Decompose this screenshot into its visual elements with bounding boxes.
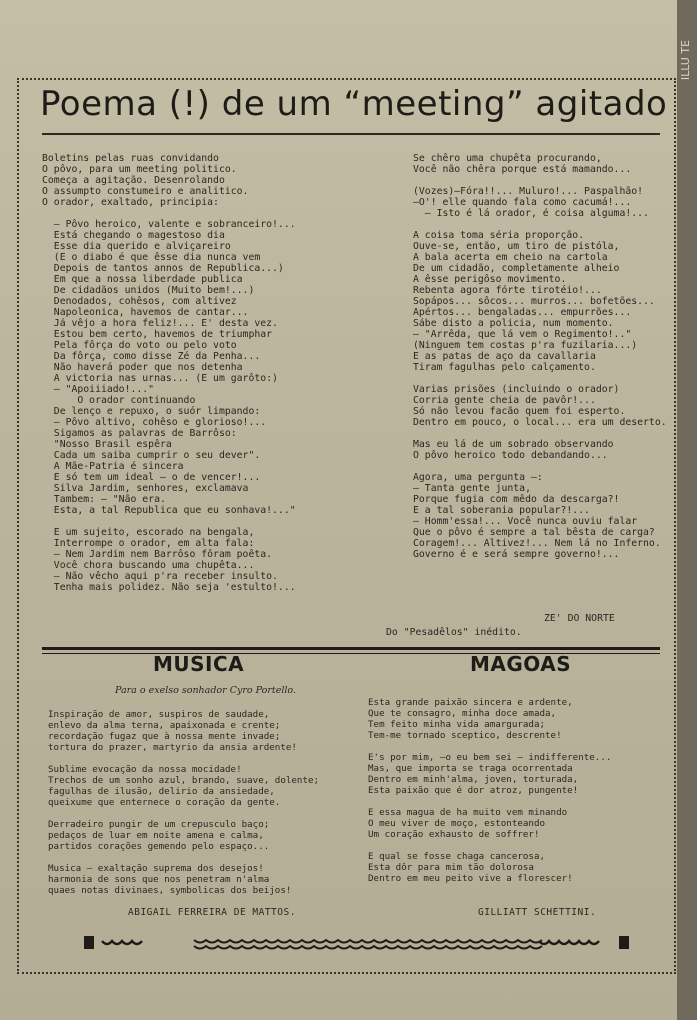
verse-line: Tem-me tornado sceptico, descrente! xyxy=(368,730,562,741)
poem-line: Você chora buscando uma chupêta... xyxy=(42,560,255,571)
poem-line: Você não chêra porque está mamando... xyxy=(413,164,632,175)
verse-line: E essa magua de ha muito vem minando xyxy=(368,807,568,818)
adjacent-page-edge xyxy=(677,0,697,1020)
poem-line xyxy=(413,219,663,230)
ornament-wave-left xyxy=(102,941,142,944)
poem-line xyxy=(413,461,663,472)
poem-line: Silva Jardim, senhores, exclamava xyxy=(42,483,249,494)
stanza-gap xyxy=(48,753,348,764)
verse-line: Sublime evocação da nossa mocidade! xyxy=(48,764,242,775)
poem-line: Esse dia querido e alviçareiro xyxy=(42,241,231,252)
verse-line: tortura do prazer, martyrio da ansia ardente! xyxy=(48,742,297,753)
poem-line: — Homm'essa!... Você nunca ouviu falar xyxy=(413,516,638,527)
magoas-author: GILLIATT SCHETTINI. xyxy=(478,907,597,918)
poem-line: Dentro em pouco, o local... era um deserto. xyxy=(413,417,667,428)
verse-line: Derradeiro pungir de um crepusculo baço; xyxy=(48,819,270,830)
poem-line xyxy=(42,208,377,219)
poem-line: Esta, a tal Republica que eu sonhava!..." xyxy=(42,505,296,516)
musica-author: ABIGAIL FERREIRA DE MATTOS. xyxy=(128,907,296,918)
musica-poem xyxy=(48,709,348,896)
poem-line: A coisa toma séria proporção. xyxy=(413,230,585,241)
verse-line: Esta dôr para mim tão dolorosa xyxy=(368,862,534,873)
poem-line: Sigamos as palavras de Barrôso: xyxy=(42,428,237,439)
decorative-ornament-rule xyxy=(84,936,629,950)
verse-line: quaes notas divinaes, symbolicas dos beijos! xyxy=(48,885,292,896)
poem-line: Depois de tantos annos de Republica...) xyxy=(42,263,284,274)
poem-line: E as patas de aço da cavallaria xyxy=(413,351,596,362)
verse-line: Trechos de um sonho azul, brando, suave, dolente; xyxy=(48,775,320,786)
poem-signature: ZE' DO NORTE xyxy=(544,613,615,624)
poem-line: Corria gente cheia de pavôr!... xyxy=(413,395,596,406)
poem-line: De cidadãos unidos (Muito bem!...) xyxy=(42,285,255,296)
poem-line: (Ninguem tem costas p'ra fuzilaria...) xyxy=(413,340,638,351)
ornament-right-block xyxy=(619,936,629,949)
poem-line: A Mãe-Patria é sincera xyxy=(42,461,184,472)
poem-line: O orador, exaltado, principia: xyxy=(42,197,219,208)
poem-line: Sopápos... sôcos... murros... bofetões... xyxy=(413,296,655,307)
poem-line xyxy=(413,373,663,384)
section-separator-thick xyxy=(42,647,660,650)
verse-line: Esta grande paixão sincera e ardente, xyxy=(368,697,573,708)
musica-dedication: Para o exelso sonhador Cyro Portello. xyxy=(115,685,296,696)
poem-line: Porque fugia com mêdo da descarga?! xyxy=(413,494,620,505)
stanza-gap xyxy=(48,852,348,863)
verse-line: queixume que enternece o coração da gente. xyxy=(48,797,281,808)
poem-line: — Tanta gente junta, xyxy=(413,483,531,494)
ornament-left-block xyxy=(84,936,94,949)
poem-line: A bala acerta em cheio na cartola xyxy=(413,252,608,263)
poem-source-note: Do "Pesadêlos" inédito. xyxy=(386,627,522,638)
poem-line: Tiram fagulhas pelo calçamento. xyxy=(413,362,596,373)
poem-line: A êsse perigôso movimento. xyxy=(413,274,567,285)
poem-line: — Isto é lá orador, é coisa alguma!... xyxy=(413,208,649,219)
verse-line: Um coração exhausto de soffrer! xyxy=(368,829,540,840)
poem-line: De um cidadão, completamente alheio xyxy=(413,263,620,274)
verse-line: fagulhas de ilusão, delirio da ansiedade, xyxy=(48,786,275,797)
verse-line: Mas, que importa se traga ocorrentada xyxy=(368,763,573,774)
poem-line: E só tem um ideal — o de vencer!... xyxy=(42,472,261,483)
verse-line: pedaços de luar em noite amena e calma, xyxy=(48,830,264,841)
magoas-poem xyxy=(368,697,658,884)
adjacent-page-text: ILLU TE xyxy=(679,40,692,81)
poem-line: Não haverá poder que nos detenha xyxy=(42,362,243,373)
poem-line: Apértos... bengaladas... empurrões... xyxy=(413,307,632,318)
stanza-gap xyxy=(368,840,658,851)
poem-line: Governo é e será sempre governo!... xyxy=(413,549,620,560)
verse-line: Musica — exaltação suprema dos desejos! xyxy=(48,863,264,874)
poem-line: Já vêjo a hora feliz!... E' desta vez. xyxy=(42,318,278,329)
poem-line: Agora, uma pergunta —: xyxy=(413,472,543,483)
verse-line: O meu viver de moço, estonteando xyxy=(368,818,546,829)
poem-line: Coragem!... Altivez!... Nem lá no Inferno. xyxy=(413,538,661,549)
poem-line: E um sujeito, escorado na bengala, xyxy=(42,527,255,538)
poem-line: Da fôrça, como disse Zé da Penha... xyxy=(42,351,261,362)
ornament-wave-bottom xyxy=(194,946,542,949)
verse-line: harmonia de sons que nos penetram n'alma xyxy=(48,874,270,885)
poem-line: Cada um saiba cumprir o seu dever". xyxy=(42,450,261,461)
poem-line: Varias prisões (incluindo o orador) xyxy=(413,384,620,395)
poem-line: Tenha mais polidez. Não seja 'estulto!... xyxy=(42,582,296,593)
poem-line: — "Arrêda, que lá vem o Regimento!.." xyxy=(413,329,632,340)
poem-line: Ouve-se, então, um tiro de pistóla, xyxy=(413,241,620,252)
poem-line: Boletins pelas ruas convidando xyxy=(42,153,219,164)
verse-line: Dentro em minh'alma, joven, torturada, xyxy=(368,774,579,785)
poem-line: — Pôvo heroico, valente e sobranceiro!... xyxy=(42,219,296,230)
ornament-wave-top xyxy=(194,940,542,943)
poem-left-column xyxy=(42,153,377,593)
verse-line: Inspiração de amor, suspiros de saudade, xyxy=(48,709,270,720)
poem-line: (Vozes)—Fóra!!... Muluro!... Paspalhão! xyxy=(413,186,644,197)
poem-line: O pôvo, para um meeting politico. xyxy=(42,164,237,175)
verse-line: E qual se fosse chaga cancerosa, xyxy=(368,851,546,862)
ornament-wave-right xyxy=(539,941,599,944)
poem-line: — Não vêcho aqui p'ra receber insulto. xyxy=(42,571,278,582)
poem-line: Napoleonica, havemos de cantar... xyxy=(42,307,249,318)
poem-line: Que o pôvo é sempre a tal bêsta de carga? xyxy=(413,527,655,538)
verse-line: partidos corações gemendo pelo espaço... xyxy=(48,841,270,852)
poem-line: Interrompe o orador, em alta fala: xyxy=(42,538,255,549)
poem-line xyxy=(413,428,663,439)
magoas-title: MAGOAS xyxy=(470,652,572,676)
verse-line: E's por mim, —o eu bem sei — indifferente... xyxy=(368,752,612,763)
poem-line: Estou bem certo, havemos de triumphar xyxy=(42,329,273,340)
poem-line: A victoria nas urnas... (E um garôto:) xyxy=(42,373,278,384)
poem-line: O assumpto constumeiro e analitico. xyxy=(42,186,249,197)
musica-title: MUSICA xyxy=(153,652,245,676)
verse-line: Dentro em meu peito vive a florescer! xyxy=(368,873,573,884)
poem-title: Poema (!) de um “meeting” agitado xyxy=(40,84,668,124)
poem-line: Começa a agitação. Desenrolando xyxy=(42,175,225,186)
poem-line: Se chêro uma chupêta procurando, xyxy=(413,153,602,164)
verse-line: Que te consagro, minha doce amada, xyxy=(368,708,557,719)
poem-line xyxy=(413,175,663,186)
poem-line: Sábe disto a policia, num momento. xyxy=(413,318,614,329)
poem-line: — Pôvo altivo, cohêso e glorioso!... xyxy=(42,417,267,428)
poem-line: Em que a nossa liberdade publica xyxy=(42,274,243,285)
stanza-gap xyxy=(368,796,658,807)
poem-line: Pela fôrça do voto ou pelo voto xyxy=(42,340,237,351)
poem-line: Só não levou facão quem foi esperto. xyxy=(413,406,626,417)
poem-line: Mas eu lá de um sobrado observando xyxy=(413,439,614,450)
poem-line: Rebenta agora fórte tirotéio!... xyxy=(413,285,602,296)
verse-line: enlevo da alma terna, apaixonada e crente; xyxy=(48,720,281,731)
poem-line: De lenço e repuxo, o suór limpando: xyxy=(42,406,261,417)
poem-line: E a tal soberania popular?!... xyxy=(413,505,590,516)
poem-right-column xyxy=(413,153,667,560)
verse-line: recordação fugaz que à nossa mente invade; xyxy=(48,731,281,742)
verse-line: Tem feito minha vida amargurada; xyxy=(368,719,546,730)
poem-line xyxy=(42,516,377,527)
poem-line: Tambem: — "Não era. xyxy=(42,494,166,505)
poem-line: (E o diabo é que êsse dia nunca vem xyxy=(42,252,261,263)
verse-line: Esta paixão que é dor atroz, pungente! xyxy=(368,785,579,796)
poem-line: "Nosso Brasil espêra xyxy=(42,439,172,450)
poem-line: Denodados, cohêsos, com altivez xyxy=(42,296,237,307)
poem-line: O orador continuando xyxy=(42,395,196,406)
stanza-gap xyxy=(48,808,348,819)
title-underline xyxy=(42,133,660,135)
poem-line: — "Apoiiiado!..." xyxy=(42,384,155,395)
poem-line: O pôvo heroico todo debandando... xyxy=(413,450,608,461)
poem-line: Está chegando o magestoso dia xyxy=(42,230,225,241)
stanza-gap xyxy=(368,741,658,752)
poem-line: —O'! elle quando fala como cacumá!... xyxy=(413,197,632,208)
poem-line: — Nem Jardim nem Barrôso fôram poêta. xyxy=(42,549,273,560)
